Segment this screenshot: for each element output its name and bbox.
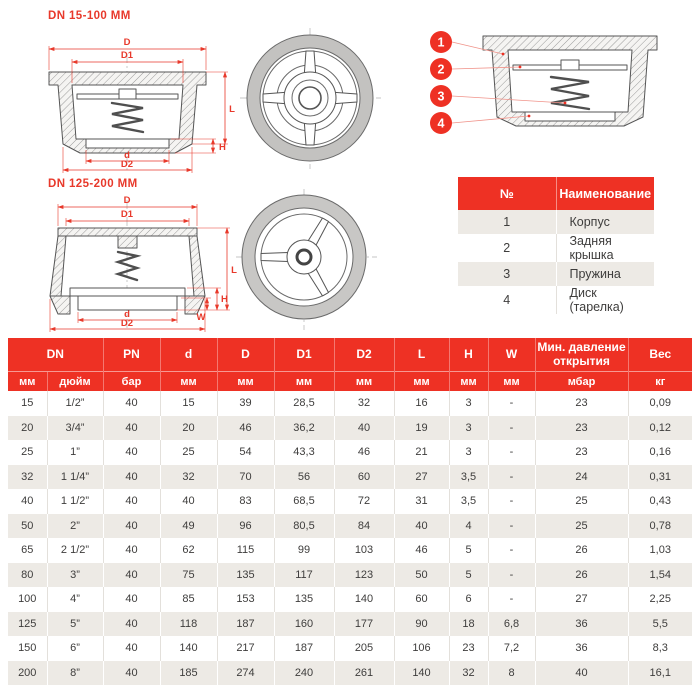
table-cell: 205	[334, 636, 394, 661]
table-cell: 177	[334, 612, 394, 637]
table-cell: 3/4”	[47, 416, 103, 441]
col-group-H: H	[449, 338, 488, 372]
table-cell: -	[488, 587, 535, 612]
dim-label-D: D	[123, 37, 131, 48]
dim-label-D: D	[123, 195, 131, 206]
table-row	[8, 514, 692, 539]
dim-label-H: H	[221, 294, 228, 305]
table-cell: 0,16	[628, 440, 692, 465]
dim-label-D1: D1	[120, 50, 134, 61]
table-cell: 106	[394, 636, 449, 661]
table-cell: 21	[394, 440, 449, 465]
dim-label-D1: D1	[120, 209, 134, 220]
part-name: Диск (тарелка)	[556, 286, 654, 314]
unit-cell: мм	[217, 372, 274, 392]
table-cell: 25	[535, 489, 628, 514]
parts-col-name: Наименование	[556, 177, 654, 210]
table-cell: 3”	[47, 563, 103, 588]
table-cell: 25	[535, 514, 628, 539]
table-cell: 27	[394, 465, 449, 490]
part-name: Задняя крышка	[556, 234, 654, 262]
dimensions-table	[8, 338, 692, 685]
table-cell: 3	[449, 416, 488, 441]
table-cell: 3	[449, 391, 488, 416]
parts-table	[458, 177, 654, 314]
disc-part	[525, 112, 615, 121]
table-row	[8, 587, 692, 612]
cross-section-drawing-dn125-200	[25, 192, 240, 332]
table-cell: 40	[21, 495, 34, 508]
table-cell: 5	[449, 538, 488, 563]
parts-row	[458, 262, 654, 286]
part-number: 4	[503, 293, 511, 307]
table-cell: 2 1/2”	[47, 538, 103, 563]
table-row	[8, 440, 692, 465]
back-cover-part	[70, 288, 185, 296]
table-cell: 5	[449, 563, 488, 588]
table-cell: 18	[449, 612, 488, 637]
col-group-d: d	[160, 338, 217, 372]
callout-1-number: 1	[437, 35, 445, 50]
table-cell: 1/2”	[47, 391, 103, 416]
callout-4-number: 4	[437, 116, 445, 131]
table-cell: 31	[394, 489, 449, 514]
table-cell: 80	[21, 568, 34, 581]
table-cell: 19	[394, 416, 449, 441]
table-cell: 40	[394, 514, 449, 539]
table-cell: 62	[160, 538, 217, 563]
table-cell: 23	[535, 391, 628, 416]
table-cell: 4	[449, 514, 488, 539]
table-cell: 15	[21, 397, 34, 410]
table-cell: 60	[394, 587, 449, 612]
unit-cell: мм	[449, 372, 488, 392]
table-cell: 40	[103, 636, 160, 661]
col-group-min-pressure: Мин. давление открытия	[535, 338, 628, 372]
callout-1	[430, 31, 452, 53]
table-row	[8, 538, 692, 563]
table-cell: 135	[274, 587, 334, 612]
unit-cell: мм	[274, 372, 334, 392]
col-group-weight: Вес	[628, 338, 692, 372]
parts-callout-drawing	[425, 20, 675, 145]
table-cell: 115	[217, 538, 274, 563]
table-cell: 16	[394, 391, 449, 416]
disc-part	[86, 139, 169, 148]
table-cell: 40	[103, 416, 160, 441]
section-title-dn125-200: DN 125-200 MM	[48, 178, 138, 190]
table-cell: 8	[488, 661, 535, 686]
front-view-drawing-dn15-100	[238, 26, 383, 171]
table-cell: 240	[274, 661, 334, 686]
table-cell: 24	[535, 465, 628, 490]
parts-row	[458, 234, 654, 262]
table-cell: -	[488, 514, 535, 539]
table-cell: 40	[160, 489, 217, 514]
callout-2	[430, 58, 452, 80]
table-cell: 25	[21, 446, 34, 459]
table-cell: 7,2	[488, 636, 535, 661]
parts-col-number: №	[458, 177, 556, 210]
parts-table-body	[458, 210, 654, 314]
table-cell: 125	[18, 617, 37, 630]
table-cell: 50	[394, 563, 449, 588]
callout-3-number: 3	[437, 89, 445, 104]
col-group-L: L	[394, 338, 449, 372]
table-cell: 72	[334, 489, 394, 514]
table-cell: 99	[274, 538, 334, 563]
table-cell: 32	[334, 391, 394, 416]
table-cell: 6,8	[488, 612, 535, 637]
table-cell: 40	[103, 440, 160, 465]
table-cell: 28,5	[274, 391, 334, 416]
table-cell: 40	[103, 563, 160, 588]
valve-body-section	[50, 228, 205, 314]
part-name: Корпус	[556, 210, 654, 234]
table-cell: 8,3	[628, 636, 692, 661]
table-cell: 5,5	[628, 612, 692, 637]
table-cell: 1 1/4”	[47, 465, 103, 490]
parts-row	[458, 286, 654, 314]
unit-cell: мм	[334, 372, 394, 392]
table-cell: 96	[217, 514, 274, 539]
unit-cell: мм	[8, 372, 47, 392]
dim-label-d: d	[124, 309, 130, 320]
table-row	[8, 612, 692, 637]
table-cell: 100	[18, 593, 37, 606]
callout-2-number: 2	[437, 62, 445, 77]
table-cell: 150	[18, 642, 37, 655]
dim-label-L: L	[229, 104, 235, 115]
table-cell: 25	[160, 440, 217, 465]
table-row	[8, 489, 692, 514]
table-cell: 1,03	[628, 538, 692, 563]
col-group-D: D	[217, 338, 274, 372]
part-name: Пружина	[556, 262, 654, 286]
unit-cell: мм	[160, 372, 217, 392]
table-cell: 32	[449, 661, 488, 686]
table-cell: 2”	[47, 514, 103, 539]
table-cell: 75	[160, 563, 217, 588]
table-cell: -	[488, 440, 535, 465]
unit-cell: дюйм	[47, 372, 103, 392]
table-cell: 140	[160, 636, 217, 661]
table-cell: 80,5	[274, 514, 334, 539]
table-cell: 8”	[47, 661, 103, 686]
table-row	[8, 636, 692, 661]
table-cell: -	[488, 416, 535, 441]
col-group-dn: DN	[8, 338, 103, 372]
table-cell: 90	[394, 612, 449, 637]
dim-label-L: L	[231, 265, 237, 276]
table-cell: 20	[160, 416, 217, 441]
table-cell: 40	[103, 612, 160, 637]
table-cell: 84	[334, 514, 394, 539]
table-cell: 3,5	[449, 465, 488, 490]
table-cell: 187	[217, 612, 274, 637]
table-cell: 46	[394, 538, 449, 563]
cross-section-drawing-dn15-100	[25, 28, 240, 173]
table-cell: 40	[535, 661, 628, 686]
callout-4	[430, 112, 452, 134]
unit-cell: бар	[103, 372, 160, 392]
dimension-lines	[50, 195, 237, 332]
table-cell: 85	[160, 587, 217, 612]
table-cell: 20	[21, 421, 34, 434]
part-number: 2	[503, 241, 511, 255]
table-cell: 5”	[47, 612, 103, 637]
table-cell: 46	[334, 440, 394, 465]
table-cell: 32	[21, 470, 34, 483]
table-cell: 3	[449, 440, 488, 465]
table-cell: 23	[449, 636, 488, 661]
table-cell: 4”	[47, 587, 103, 612]
table-cell: 140	[394, 661, 449, 686]
dimensions-table-header	[8, 338, 692, 391]
part-number: 1	[503, 215, 511, 229]
table-cell: 16,1	[628, 661, 692, 686]
table-cell: 36	[535, 636, 628, 661]
table-row	[8, 465, 692, 490]
table-cell: 50	[21, 519, 34, 532]
table-cell: -	[488, 391, 535, 416]
front-view-drawing-dn125-200	[234, 187, 379, 332]
table-cell: 261	[334, 661, 394, 686]
table-cell: 39	[217, 391, 274, 416]
units-row	[8, 372, 692, 392]
table-cell: 0,78	[628, 514, 692, 539]
table-cell: 43,3	[274, 440, 334, 465]
table-cell: 1,54	[628, 563, 692, 588]
table-cell: 40	[334, 416, 394, 441]
table-cell: 40	[103, 391, 160, 416]
table-cell: 140	[334, 587, 394, 612]
dimensions-table-body	[8, 391, 692, 685]
table-cell: 0,12	[628, 416, 692, 441]
table-cell: 1 1/2”	[47, 489, 103, 514]
table-cell: 68,5	[274, 489, 334, 514]
table-cell: 217	[217, 636, 274, 661]
table-cell: 36,2	[274, 416, 334, 441]
table-cell: 23	[535, 416, 628, 441]
table-cell: -	[488, 465, 535, 490]
table-cell: 56	[274, 465, 334, 490]
table-cell: 123	[334, 563, 394, 588]
table-cell: 40	[103, 465, 160, 490]
table-cell: 49	[160, 514, 217, 539]
table-cell: 15	[160, 391, 217, 416]
table-cell: 60	[334, 465, 394, 490]
table-cell: 70	[217, 465, 274, 490]
table-cell: 6”	[47, 636, 103, 661]
table-row	[8, 563, 692, 588]
table-cell: 65	[21, 544, 34, 557]
dim-label-D2: D2	[120, 159, 134, 170]
table-cell: 3,5	[449, 489, 488, 514]
valve-body-section	[483, 36, 657, 126]
col-group-D1: D1	[274, 338, 334, 372]
col-group-W: W	[488, 338, 535, 372]
table-cell: 200	[18, 666, 37, 679]
table-cell: -	[488, 563, 535, 588]
dim-label-W: W	[196, 312, 206, 323]
table-cell: 274	[217, 661, 274, 686]
table-cell: 153	[217, 587, 274, 612]
table-cell: -	[488, 489, 535, 514]
table-cell: 40	[103, 514, 160, 539]
table-cell: 0,31	[628, 465, 692, 490]
table-row	[8, 661, 692, 686]
valve-body-section	[49, 72, 206, 153]
part-number: 3	[503, 267, 511, 281]
parts-row	[458, 210, 654, 234]
table-cell: 40	[103, 489, 160, 514]
dim-label-d: d	[124, 150, 130, 161]
table-cell: 40	[103, 661, 160, 686]
table-cell: 1”	[47, 440, 103, 465]
col-group-pn: PN	[103, 338, 160, 372]
unit-cell: кг	[628, 372, 692, 392]
table-cell: 118	[160, 612, 217, 637]
table-cell: 46	[217, 416, 274, 441]
table-cell: 36	[535, 612, 628, 637]
unit-cell: мм	[394, 372, 449, 392]
table-cell: 32	[160, 465, 217, 490]
table-cell: 83	[217, 489, 274, 514]
unit-cell: мбар	[535, 372, 628, 392]
table-cell: -	[488, 538, 535, 563]
table-cell: 2,25	[628, 587, 692, 612]
spring-part	[118, 252, 137, 280]
disc-part	[78, 296, 177, 310]
table-cell: 117	[274, 563, 334, 588]
table-cell: 26	[535, 563, 628, 588]
table-cell: 160	[274, 612, 334, 637]
table-cell: 187	[274, 636, 334, 661]
table-cell: 0,09	[628, 391, 692, 416]
table-cell: 135	[217, 563, 274, 588]
table-cell: 103	[334, 538, 394, 563]
table-cell: 23	[535, 440, 628, 465]
dim-label-H: H	[219, 142, 226, 153]
table-row	[8, 416, 692, 441]
col-group-D2: D2	[334, 338, 394, 372]
table-cell: 27	[535, 587, 628, 612]
table-cell: 54	[217, 440, 274, 465]
table-row	[8, 391, 692, 416]
parts-table-header	[458, 177, 654, 210]
section-title-dn15-100: DN 15-100 MM	[48, 10, 131, 22]
table-cell: 6	[449, 587, 488, 612]
dim-label-D2: D2	[120, 318, 134, 329]
table-cell: 0,43	[628, 489, 692, 514]
table-cell: 26	[535, 538, 628, 563]
table-cell: 40	[103, 538, 160, 563]
table-cell: 185	[160, 661, 217, 686]
unit-cell: мм	[488, 372, 535, 392]
callout-3	[430, 85, 452, 107]
table-cell: 40	[103, 587, 160, 612]
